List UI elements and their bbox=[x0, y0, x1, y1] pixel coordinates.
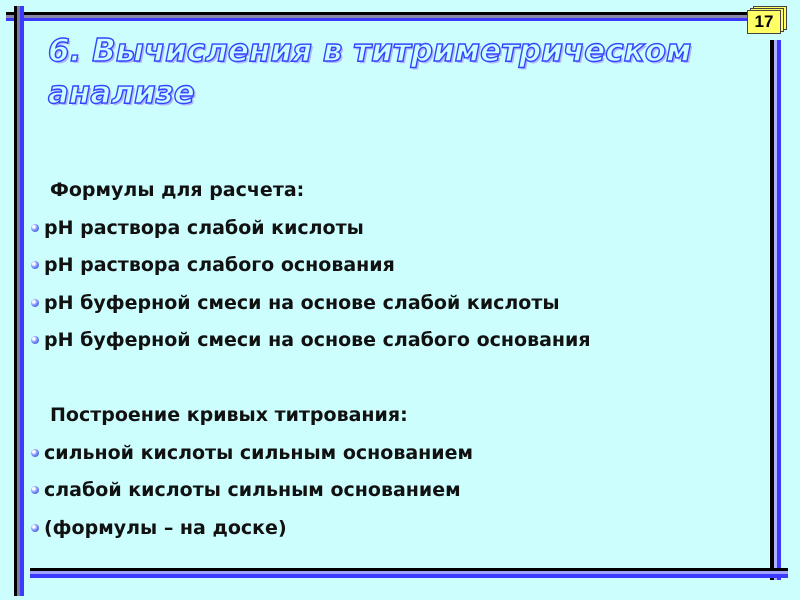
list-item-text: (формулы – на доске) bbox=[44, 516, 287, 539]
formulas-heading: Формулы для расчета: bbox=[50, 179, 305, 201]
list-item bbox=[30, 247, 770, 285]
list-item bbox=[30, 435, 770, 473]
frame-right-border bbox=[770, 40, 781, 580]
list-item-text: слабой кислоты сильным основанием bbox=[44, 479, 461, 501]
round-bullet-icon bbox=[31, 261, 39, 269]
slide-number: 17 bbox=[747, 10, 781, 34]
list-item bbox=[30, 472, 770, 510]
round-bullet-icon bbox=[31, 336, 39, 344]
list-item-text: рН буферной смеси на основе слабой кислоты bbox=[44, 291, 560, 314]
list-item-text: рН раствора слабого основания bbox=[44, 254, 395, 276]
round-bullet-icon bbox=[31, 224, 39, 232]
slide-number-badge bbox=[747, 6, 787, 34]
slide-title: 6. Вычисления в титриметрическом анализе bbox=[48, 33, 692, 111]
frame-bottom-border bbox=[30, 568, 788, 578]
list-item bbox=[30, 285, 770, 323]
list-item bbox=[30, 210, 770, 248]
frame-left-border bbox=[14, 6, 24, 596]
frame-top-border bbox=[6, 12, 786, 21]
curves-heading: Построение кривых титрования: bbox=[50, 404, 408, 426]
list-item bbox=[30, 322, 770, 360]
list-item-text: рН буферной смеси на основе слабого основания bbox=[44, 329, 591, 351]
list-item-text: сильной кислоты сильным основанием bbox=[44, 441, 474, 464]
spacer bbox=[30, 360, 770, 398]
round-bullet-icon bbox=[31, 299, 39, 307]
round-bullet-icon bbox=[31, 486, 39, 494]
slide-content bbox=[30, 172, 770, 547]
list-item bbox=[30, 510, 770, 548]
round-bullet-icon bbox=[31, 524, 39, 532]
list-item-text: рН раствора слабой кислоты bbox=[44, 216, 364, 239]
round-bullet-icon bbox=[31, 449, 39, 457]
